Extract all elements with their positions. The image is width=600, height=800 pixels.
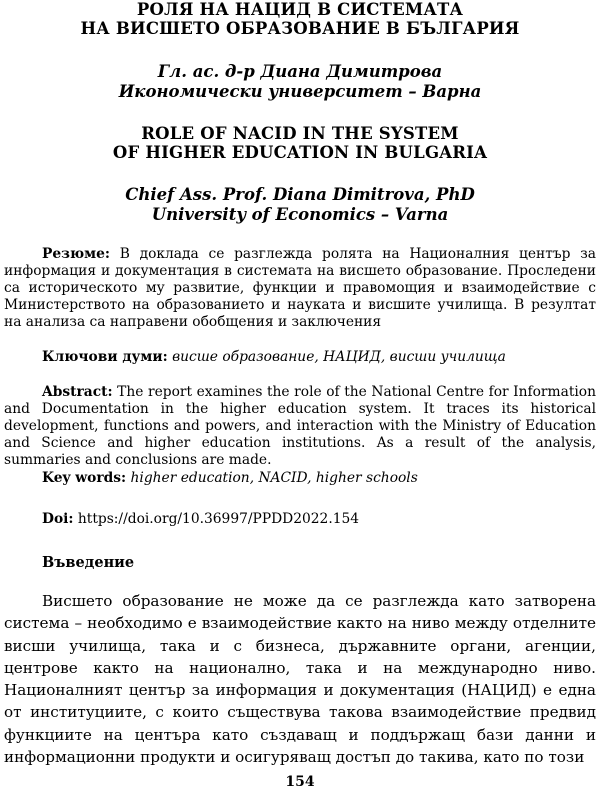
- abstract-bg-text: В доклада се разглежда ролята на Националния център за информация и документация в системата на висшето образование. Проследени са историческото му развитие, функции и правомощия и взаимодействие с Министерството на образованието и науката и висшите училища. В резултат на анализа са направени обобщения и заключения: [4, 246, 596, 330]
- abstract-en: [4, 384, 596, 469]
- introduction-text: Висшето образование не може да се разглежда като затворена система – необходимо е взаимодействие както на ниво между отделните висши училища, така и с бизнеса, държавните органи, агенции, центрове както на национално, така и на международно ниво. Националният център за информация и документация (НАЦИД) е една от институциите, с които съществува такова взаимодействие предвид функциите на центъра като създаващ и поддържащ бази данни и информационни продукти и осигуряващ достъп до такива, като по този: [4, 592, 596, 767]
- title-en-line1: ROLE OF NACID IN THE SYSTEM: [141, 124, 459, 143]
- doi-link[interactable]: https://doi.org/10.36997/PPDD2022.154: [73, 511, 360, 527]
- section-heading-introduction: Въведение: [42, 554, 135, 571]
- doi-line: [42, 511, 596, 528]
- page-number: 154: [285, 774, 315, 790]
- keywords-bg-text: висше образование, НАЦИД, висши училища: [167, 349, 506, 365]
- keywords-en-label: Key words:: [42, 470, 127, 486]
- author-block-bg: [10, 62, 590, 102]
- title-bg-line2: НА ВИСШЕТО ОБРАЗОВАНИЕ В БЪЛГАРИЯ: [80, 19, 520, 38]
- title-bg-line1: РОЛЯ НА НАЦИД В СИСТЕМАТА: [136, 0, 464, 19]
- abstract-bg: [4, 246, 596, 331]
- keywords-bg-label: Ключови думи:: [42, 349, 168, 365]
- affiliation-bg: Икономически университет – Варна: [118, 82, 482, 101]
- abstract-en-label: Abstract:: [42, 384, 113, 400]
- doi-label: Doi:: [42, 511, 74, 527]
- title-block-en: [10, 124, 590, 162]
- author-bg: Гл. ас. д-р Диана Димитрова: [157, 62, 443, 81]
- keywords-bg: [42, 349, 596, 366]
- abstract-bg-label: Резюме:: [42, 246, 110, 262]
- title-block-bg: [10, 0, 590, 38]
- title-en-line2: OF HIGHER EDUCATION IN BULGARIA: [112, 143, 488, 162]
- introduction-paragraph: [4, 590, 596, 768]
- author-block-en: [10, 185, 590, 225]
- author-en: Chief Ass. Prof. Diana Dimitrova, PhD: [125, 185, 475, 204]
- affiliation-en: University of Economics – Varna: [151, 205, 449, 224]
- keywords-en-text: higher education, NACID, higher schools: [126, 470, 418, 486]
- abstract-en-text: The report examines the role of the National Centre for Information and Documentation in the higher education system. It traces its historical development, functions and powers, and interaction with the Ministry of Education and Science and higher education institutions. As a result of the analysis, summaries and conclusions are made.: [4, 384, 596, 468]
- keywords-en: [42, 470, 596, 487]
